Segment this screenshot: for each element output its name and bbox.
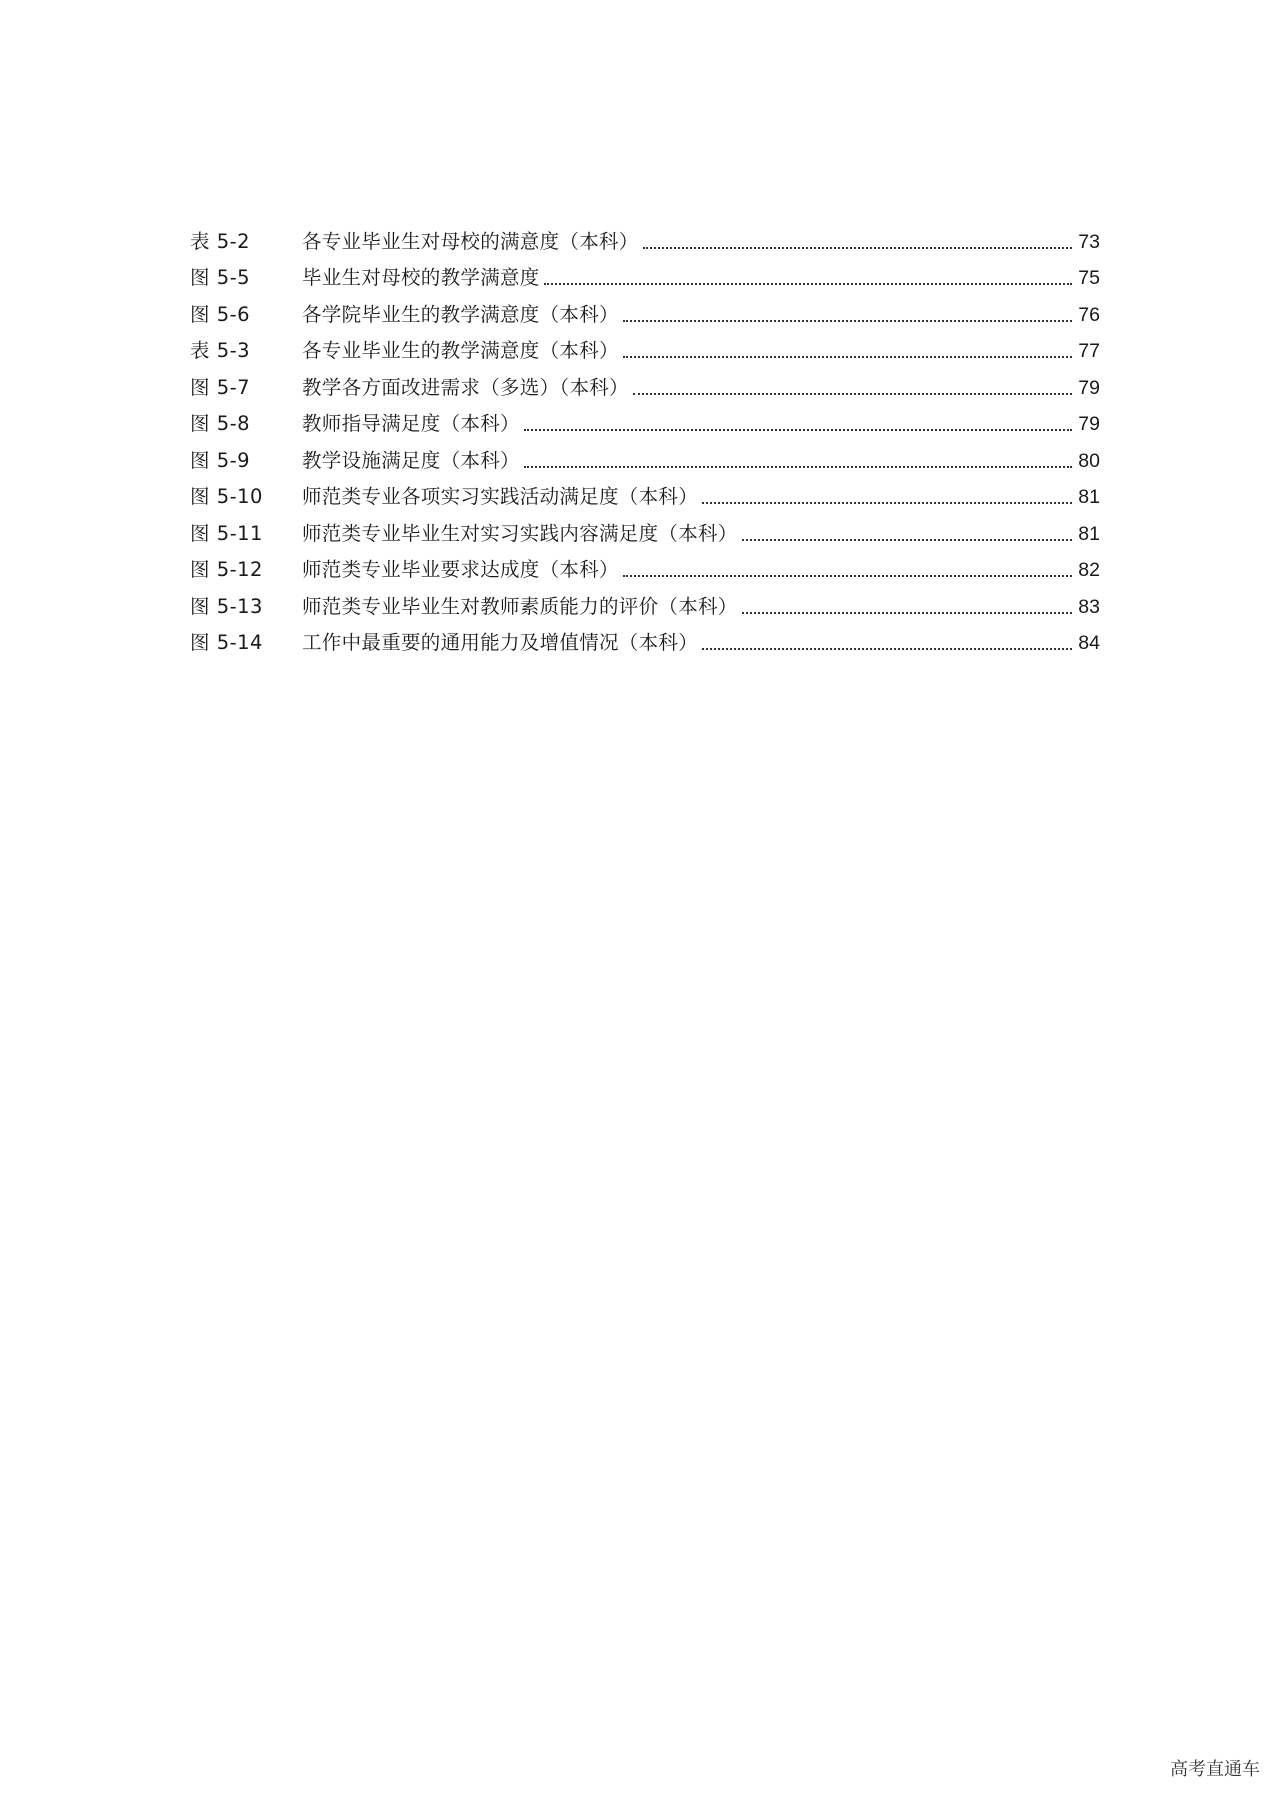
toc-entry-label: 图 5-8 — [190, 412, 251, 435]
toc-entry-page: 79 — [1078, 376, 1100, 399]
toc-entry-title: 各专业毕业生对母校的满意度（本科） — [302, 229, 639, 253]
toc-entry-label: 图 5-13 — [190, 594, 263, 618]
toc-dot-leader — [702, 501, 1072, 504]
toc-entry[interactable] — [190, 218, 1100, 255]
toc-entry-label: 图 5-5 — [190, 266, 251, 289]
toc-entry[interactable] — [190, 401, 1100, 438]
toc-entry-title: 各专业毕业生的教学满意度（本科） — [302, 339, 619, 362]
toc-dot-leader — [742, 611, 1072, 614]
toc-entry-label: 图 5-11 — [190, 521, 263, 545]
toc-entry[interactable] — [190, 291, 1100, 328]
toc-entry-label: 图 5-6 — [190, 302, 251, 326]
toc-dot-leader — [633, 392, 1072, 395]
toc-entry-title: 师范类专业毕业要求达成度（本科） — [302, 558, 619, 581]
toc-dot-leader — [524, 465, 1072, 468]
toc-entry-title: 教学各方面改进需求（多选）（本科） — [302, 375, 629, 399]
toc-dot-leader — [544, 282, 1072, 285]
toc-entry-title: 毕业生对母校的教学满意度 — [302, 266, 540, 289]
toc-entry-label: 图 5-9 — [190, 448, 251, 472]
toc-dot-leader — [623, 355, 1072, 358]
toc-entry[interactable] — [190, 583, 1100, 620]
toc-entry-title: 教师指导满足度（本科） — [302, 412, 520, 435]
toc-entry-title: 工作中最重要的通用能力及增值情况（本科） — [302, 631, 699, 654]
toc-entry-label: 图 5-14 — [190, 631, 263, 654]
toc-dot-leader — [623, 319, 1072, 322]
toc-entry-page: 77 — [1078, 340, 1100, 362]
toc-entry-page: 83 — [1078, 595, 1100, 618]
toc-entry-page: 73 — [1078, 230, 1100, 253]
table-of-contents — [190, 218, 1100, 656]
toc-entry-page: 81 — [1078, 522, 1100, 545]
watermark: 高考直通车 — [1170, 1759, 1260, 1780]
toc-entry-page: 84 — [1078, 632, 1100, 654]
toc-entry-title: 各学院毕业生的教学满意度（本科） — [302, 302, 619, 326]
toc-entry-label: 图 5-7 — [190, 375, 251, 399]
toc-dot-leader — [623, 574, 1072, 577]
toc-entry-title: 教学设施满足度（本科） — [302, 448, 520, 472]
toc-entry-page: 81 — [1078, 486, 1100, 508]
toc-entry-page: 76 — [1078, 303, 1100, 326]
toc-entry-title: 师范类专业各项实习实践活动满足度（本科） — [302, 485, 699, 508]
toc-entry[interactable] — [190, 328, 1100, 365]
toc-entry-page: 82 — [1078, 559, 1100, 581]
toc-entry-label: 表 5-3 — [190, 339, 251, 362]
toc-entry-label: 图 5-10 — [190, 485, 263, 508]
toc-entry[interactable] — [190, 255, 1100, 292]
toc-entry[interactable] — [190, 474, 1100, 511]
toc-dot-leader — [524, 428, 1072, 431]
toc-entry-title: 师范类专业毕业生对实习实践内容满足度（本科） — [302, 521, 738, 545]
toc-entry[interactable] — [190, 437, 1100, 474]
toc-entry[interactable] — [190, 364, 1100, 401]
toc-entry-label: 图 5-12 — [190, 558, 263, 581]
toc-entry-page: 80 — [1078, 449, 1100, 472]
toc-entry[interactable] — [190, 510, 1100, 547]
toc-entry-page: 79 — [1078, 413, 1100, 435]
toc-entry[interactable] — [190, 620, 1100, 657]
toc-entry-title: 师范类专业毕业生对教师素质能力的评价（本科） — [302, 594, 738, 618]
toc-dot-leader — [742, 538, 1072, 541]
toc-entry-page: 75 — [1078, 267, 1100, 289]
toc-entry-label: 表 5-2 — [190, 229, 251, 253]
toc-dot-leader — [702, 647, 1072, 650]
toc-entry[interactable] — [190, 547, 1100, 584]
toc-dot-leader — [643, 246, 1072, 249]
